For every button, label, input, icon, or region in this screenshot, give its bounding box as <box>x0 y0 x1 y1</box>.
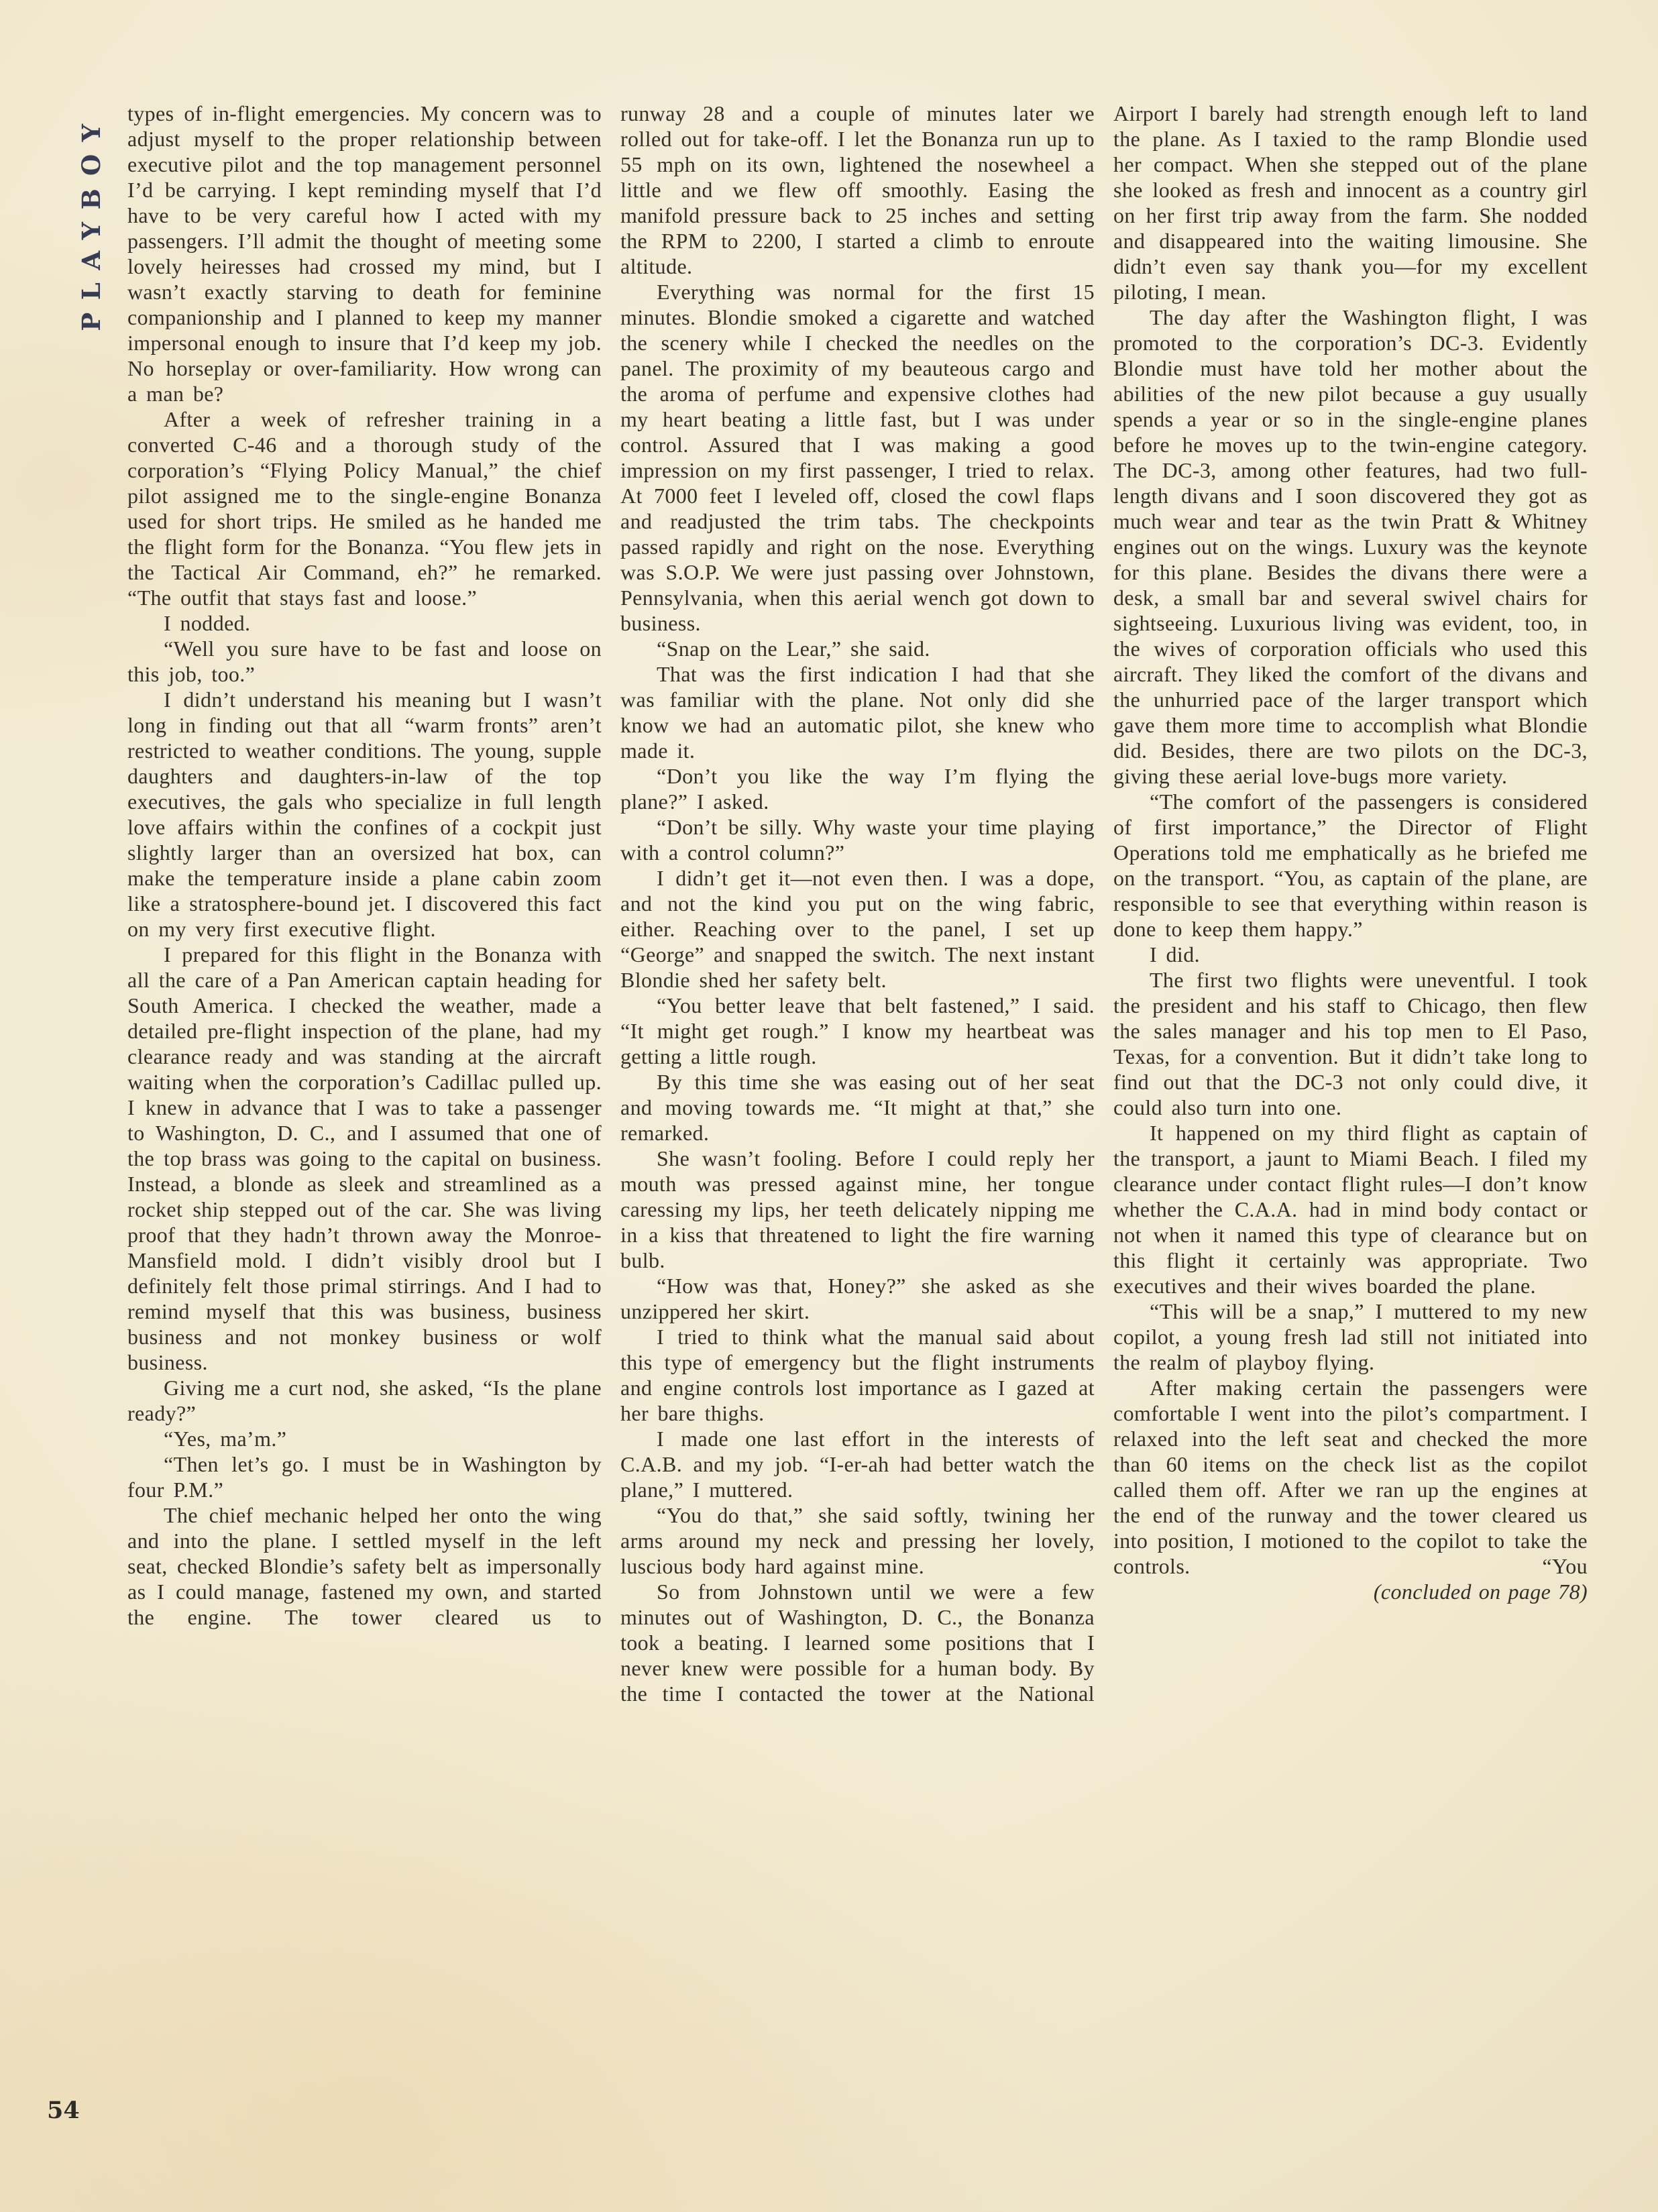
paragraph: She wasn’t fooling. Before I could reply her mouth was pressed against mine, her tongue caressing my lips, her teeth delicately nipping me in a kiss that threatened to light the fire warning bulb. <box>620 1146 1095 1272</box>
paragraph: That was the first indication I had that she was familiar with the plane. Not only did she know we had an automatic pilot, she knew who made it. <box>620 662 1095 763</box>
paragraph: Giving me a curt nod, she asked, “Is the plane ready?” <box>127 1376 602 1425</box>
page-number: 54 <box>47 2097 80 2124</box>
paragraph: It happened on my third flight as captain of the transport, a jaunt to Miami Beach. I filed my clearance under contact flight rules—I don’t know whether the C.A.A. had in mind body contact or not when it named this type of clearance but on this flight it certainly was appropriate. Two executives and their wives boarded the plane. <box>1113 1121 1588 1298</box>
paragraph: “Yes, ma’m.” <box>164 1427 287 1451</box>
paragraph: “Don’t be silly. Why waste your time playing with a control column?” <box>620 815 1095 865</box>
paragraph: I tried to think what the manual said about this type of emergency but the flight instruments and engine controls lost importance as I gazed at her bare thighs. <box>620 1325 1095 1425</box>
paragraph: runway 28 and a couple of minutes later we rolled out for take-off. I let the Bonanza run up to 55 mph on its own, lightened the nosewheel a little and we flew off smoothly. Easing the manifold pressure back to 25 inches and setting the RPM to 2200, I started a climb to enroute altitude. <box>620 101 1095 278</box>
paragraph: I nodded. <box>164 611 251 635</box>
paragraph: So from Johnstown until we were a few minutes out of Washington, D. C., the Bonanza took a beating. I learned some positions that I never knew were possible for a human body. By the time I contacted the tower at the National <box>620 1580 1095 1706</box>
column-2 <box>620 101 1095 1706</box>
paragraph: I made one last effort in the interests of C.A.B. and my job. “I-er-ah had better watch the plane,” I muttered. <box>620 1427 1095 1502</box>
paragraph: I prepared for this flight in the Bonanza with all the care of a Pan American captain heading for South America. I checked the weather, made a detailed pre-flight inspection of the plane, had my clearance ready and was standing at the aircraft waiting when the corporation’s Cadillac pulled up. I knew in advance that I was to take a passenger to Washington, D. C., and I assumed that one of the top brass was going to the capital on business. Instead, a blonde as sleek and streamlined as a rocket ship stepped out of the car. She was living proof that they hadn’t thrown away the Monroe-Mansfield mold. I didn’t visibly drool but I definitely felt those primal stirrings. And I had to remind myself that this was business, business business and not monkey business or wolf business. <box>127 942 602 1374</box>
paragraph: “Don’t you like the way I’m flying the plane?” I asked. <box>620 764 1095 814</box>
column-1 <box>127 101 602 1706</box>
paragraph: “This will be a snap,” I muttered to my new copilot, a young fresh lad still not initiated into the realm of playboy flying. <box>1113 1299 1588 1374</box>
continuation-note: (concluded on page 78) <box>1373 1580 1588 1604</box>
paragraph: I didn’t get it—not even then. I was a dope, and not the kind you put on the wing fabric, either. Reaching over to the panel, I set up “George” and snapped the switch. The next instant Blondie shed her safety belt. <box>620 866 1095 992</box>
paragraph: I didn’t understand his meaning but I wasn’t long in finding out that all “warm fronts” aren’t restricted to weather conditions. The young, supple daughters and daughters-in-law of the top executives, the gals who specialize in full length love affairs within the confines of a cockpit just slightly larger than an oversized hat box, can make the temperature inside a plane cabin zoom like a stratosphere-bound jet. I discovered this fact on my very first executive flight. <box>127 687 602 941</box>
paragraph: By this time she was easing out of her seat and moving towards me. “It might at that,” she remarked. <box>620 1070 1095 1145</box>
paragraph: types of in-flight emergencies. My concern was to adjust myself to the proper relationship between executive pilot and the top management personnel I’d be carrying. I kept reminding myself that I’d have to be very careful how I acted with my passengers. I’ll admit the thought of meeting some lovely heiresses had crossed my mind, but I wasn’t exactly starving to death for feminine companionship and I planned to keep my manner impersonal enough to insure that I’d keep my job. No horseplay or over-familiarity. How wrong can a man be? <box>127 101 602 406</box>
paragraph: The chief mechanic helped her onto the wing and into the plane. I settled myself in the left seat, checked Blondie’s safety belt as impersonally as I could manage, fastened my own, and started the engine. The tower cleared us to <box>127 1503 602 1629</box>
paragraph: “You better leave that belt fastened,” I said. “It might get rough.” I know my heartbeat was getting a little rough. <box>620 993 1095 1068</box>
magazine-title-vertical: PLAYBOY <box>76 111 106 331</box>
paragraph: After making certain the passengers were comfortable I went into the pilot’s compartment. I relaxed into the left seat and checked the more than 60 items on the check list as the copilot called them off. After we ran up the engines at the end of the runway and the tower cleared us into position, I motioned to the copilot to take the controls. “You <box>1113 1376 1588 1578</box>
paragraph: The day after the Washington flight, I was promoted to the corporation’s DC-3. Evidently Blondie must have told her mother about the abilities of the new pilot because a guy usually spends a year or so in the single-engine planes before he moves up to the twin-engine category. The DC-3, among other features, had two full-length divans and I soon discovered they got as much wear and tear as the twin Pratt & Whitney engines out on the wings. Luxury was the keynote for this plane. Besides the divans there were a desk, a small bar and several swivel chairs for sightseeing. Luxurious living was evident, too, in the wives of corporation officials who used this aircraft. They liked the comfort of the divans and the unhurried pace of the larger transport which gave them more time to accomplish what Blondie did. Besides, there are two pilots on the DC-3, giving these aerial love-bugs more variety. <box>1113 305 1588 788</box>
paragraph: I did. <box>1150 942 1200 966</box>
paragraph: “Well you sure have to be fast and loose on this job, too.” <box>127 637 602 686</box>
paragraph: “You do that,” she said softly, twining her arms around my neck and pressing her lovely, luscious body hard against mine. <box>620 1503 1095 1578</box>
paragraph: The first two flights were uneventful. I took the president and his staff to Chicago, then flew the sales manager and his top men to El Paso, Texas, for a convention. But it didn’t take long to find out that the DC-3 not only could dive, it could also turn into one. <box>1113 968 1588 1119</box>
paragraph: “How was that, Honey?” she asked as she unzippered her skirt. <box>620 1274 1095 1323</box>
paragraph: Airport I barely had strength enough left to land the plane. As I taxied to the ramp Blondie used her compact. When she stepped out of the plane she looked as fresh and innocent as a country girl on her first trip away from the farm. She nodded and disappeared into the waiting limousine. She didn’t even say thank you—for my excellent piloting, I mean. <box>1113 101 1588 304</box>
paragraph: “Then let’s go. I must be in Washington by four P.M.” <box>127 1452 602 1502</box>
paragraph: After a week of refresher training in a converted C-46 and a thorough study of the corporation’s “Flying Policy Manual,” the chief pilot assigned me to the single-engine Bonanza used for short trips. He smiled as he handed me the flight form for the Bonanza. “You flew jets in the Tactical Air Command, eh?” he remarked. “The outfit that stays fast and loose.” <box>127 407 602 610</box>
article-columns <box>127 101 1588 1706</box>
paragraph: “Snap on the Lear,” she said. <box>657 637 930 661</box>
column-3 <box>1113 101 1588 1706</box>
paragraph: Everything was normal for the first 15 minutes. Blondie smoked a cigarette and watched the scenery while I checked the needles on the panel. The proximity of my beauteous cargo and the aroma of perfume and expensive clothes had my heart beating a little fast, but I was under control. Assured that I was making a good impression on my first passenger, I tried to relax. At 7000 feet I leveled off, closed the cowl flaps and readjusted the trim tabs. The checkpoints passed rapidly and right on the nose. Everything was S.O.P. We were just passing over Johnstown, Pennsylvania, when this aerial wench got down to business. <box>620 280 1095 635</box>
paragraph: “The comfort of the passengers is considered of first importance,” the Director of Flight Operations told me emphatically as he briefed me on the transport. “You, as captain of the plane, are responsible to see that everything within reason is done to keep them happy.” <box>1113 789 1588 941</box>
